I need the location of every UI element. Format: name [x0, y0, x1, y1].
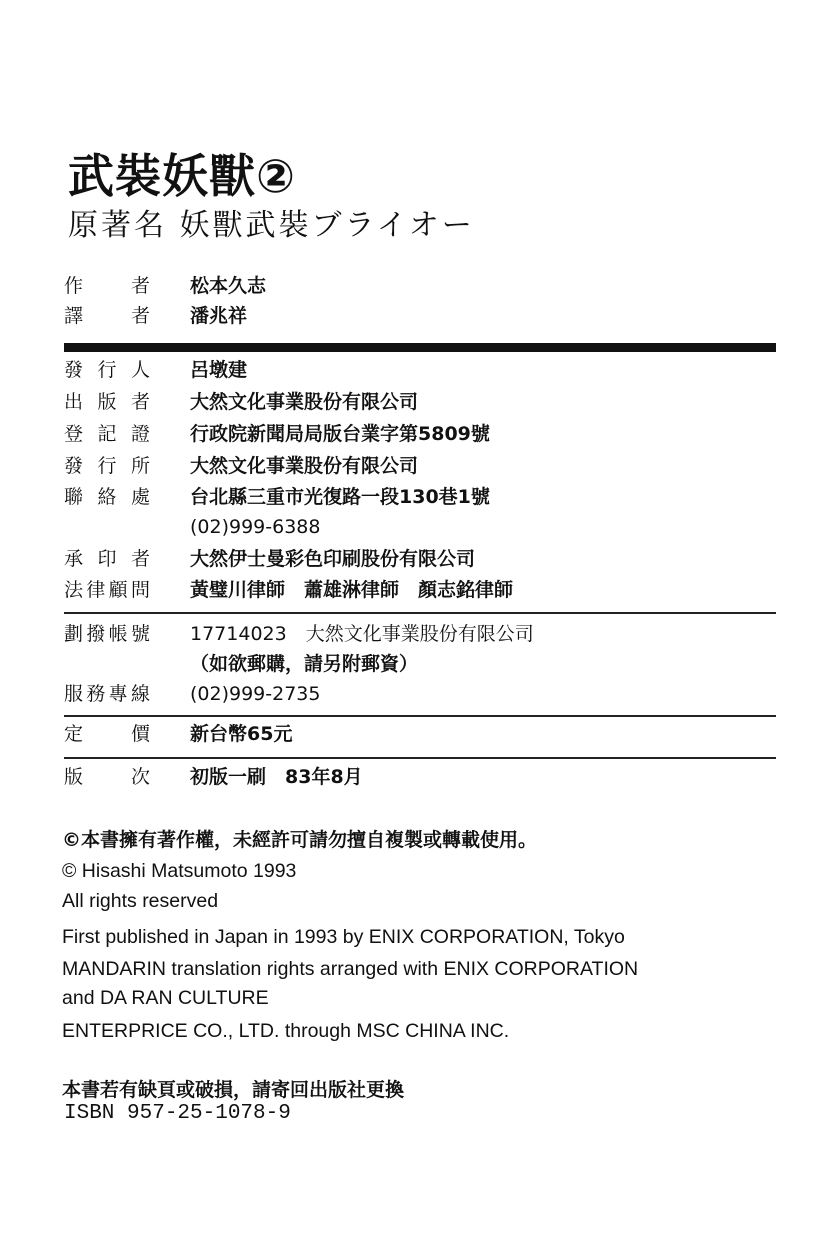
- label-char: 行: [97, 359, 117, 381]
- credit-label: [64, 271, 150, 301]
- thin-divider: [64, 612, 776, 614]
- thick-divider: [64, 343, 776, 352]
- pub-value: 呂墩建: [190, 359, 248, 381]
- credit-label: [64, 301, 150, 331]
- label-char: 問: [130, 579, 150, 601]
- label-char: 專: [108, 683, 128, 705]
- defect-notice: 本書若有缺頁或破損，請寄回出版社更換: [62, 1079, 405, 1101]
- label-char: 人: [130, 359, 150, 381]
- label-char: 印: [97, 548, 117, 570]
- copyright-line: First published in Japan in 1993 by ENIX CORPORATION, Tokyo: [62, 926, 625, 948]
- pub-label: [64, 451, 150, 481]
- pub-value: 大然文化事業股份有限公司: [190, 455, 419, 477]
- label-char: 者: [130, 275, 150, 297]
- label-char: 登: [64, 423, 84, 445]
- pub-label: [64, 387, 150, 417]
- label-char: 記: [97, 423, 117, 445]
- label-char: 號: [130, 623, 150, 645]
- pub-label: [64, 355, 150, 385]
- isbn: ISBN 957-25-1078-9: [64, 1102, 291, 1125]
- label-char: 證: [130, 423, 150, 445]
- copyright-notice-zh: ©本書擁有著作權，未經許可請勿擅自複製或轉載使用。: [62, 829, 538, 851]
- label-char: 務: [86, 683, 106, 705]
- label-char: 發: [64, 455, 84, 477]
- pub-label: [64, 575, 150, 605]
- pub-value: 大然伊士曼彩色印刷股份有限公司: [190, 548, 476, 570]
- order-label: [64, 619, 150, 649]
- pub-label: [64, 419, 150, 449]
- pub-phone: (02)999-6388: [190, 516, 321, 538]
- credit-value: 松本久志: [190, 275, 267, 297]
- pub-label: [64, 544, 150, 574]
- label-char: 價: [130, 723, 150, 745]
- price-label: [64, 719, 150, 749]
- label-char: 顧: [108, 579, 128, 601]
- label-char: 版: [97, 391, 117, 413]
- label-char: 者: [130, 391, 150, 413]
- label-char: 行: [97, 455, 117, 477]
- credit-value: 潘兆祥: [190, 305, 248, 327]
- label-char: 作: [64, 275, 84, 297]
- copyright-line: MANDARIN translation rights arranged with ENIX CORPORATION: [62, 958, 639, 980]
- pub-label: [64, 482, 150, 512]
- label-char: 法: [64, 579, 84, 601]
- order-label: [64, 679, 150, 709]
- copyright-line: © Hisashi Matsumoto 1993: [62, 860, 297, 882]
- label-char: 線: [130, 683, 150, 705]
- label-char: 版: [64, 766, 84, 788]
- label-char: 出: [64, 391, 84, 413]
- label-char: 帳: [108, 623, 128, 645]
- label-char: 承: [64, 548, 84, 570]
- label-char: 譯: [64, 305, 84, 327]
- thin-divider: [64, 715, 776, 717]
- label-char: 絡: [97, 486, 117, 508]
- pub-value: 黃璧川律師 蕭雄淋律師 顏志銘律師: [190, 579, 514, 601]
- edition-value: 初版一刷 83年8月: [190, 766, 363, 788]
- label-char: 撥: [86, 623, 106, 645]
- label-char: 劃: [64, 623, 84, 645]
- label-char: 發: [64, 359, 84, 381]
- label-char: 服: [64, 683, 84, 705]
- copyright-line: and DA RAN CULTURE: [62, 987, 269, 1009]
- pub-value: 台北縣三重市光復路一段130巷1號: [190, 486, 490, 508]
- label-char: 律: [86, 579, 106, 601]
- label-char: 者: [130, 305, 150, 327]
- original-title: 原著名 妖獸武裝ブライオー: [68, 208, 475, 243]
- label-char: 聯: [64, 486, 84, 508]
- pub-value: 行政院新聞局局版台業字第5809號: [190, 423, 490, 445]
- book-title: 武裝妖獸②: [68, 149, 296, 203]
- label-char: 次: [130, 766, 150, 788]
- copyright-line: ENTERPRICE CO., LTD. through MSC CHINA INC.: [62, 1020, 510, 1042]
- label-char: 所: [130, 455, 150, 477]
- edition-label: [64, 762, 150, 792]
- thin-divider: [64, 757, 776, 759]
- price-value: 新台幣65元: [190, 723, 293, 745]
- label-char: 定: [64, 723, 84, 745]
- label-char: 者: [130, 548, 150, 570]
- copyright-line: All rights reserved: [62, 890, 219, 912]
- order-value: 17714023 大然文化事業股份有限公司: [190, 623, 534, 645]
- label-char: 處: [130, 486, 150, 508]
- order-value: (02)999-2735: [190, 683, 321, 705]
- order-note: （如欲郵購，請另附郵資）: [190, 653, 419, 675]
- pub-value: 大然文化事業股份有限公司: [190, 391, 419, 413]
